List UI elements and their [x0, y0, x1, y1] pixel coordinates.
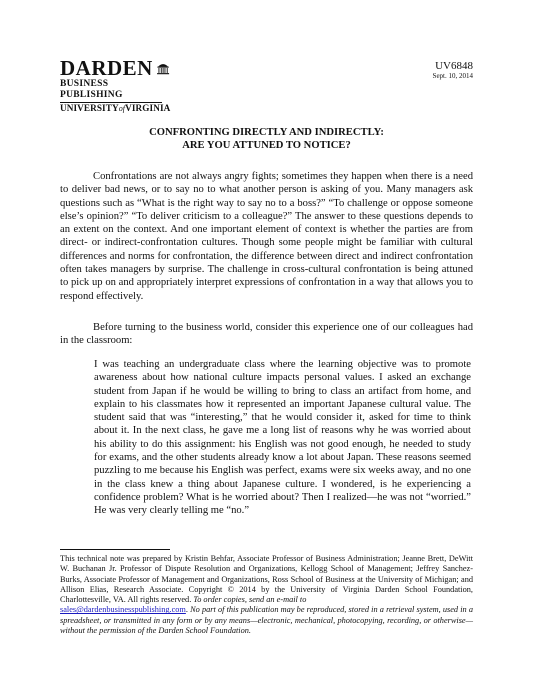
logo-uva-pre: UNIVERSITY [60, 103, 119, 113]
logo-uva-post: VIRGINIA [125, 103, 171, 113]
case-code: UV6848 [435, 60, 473, 72]
order-instructions: To order copies, send an e-mail to [193, 595, 307, 605]
darden-logo [60, 58, 170, 114]
logo-uva-of: of [118, 104, 126, 113]
rotunda-icon [156, 58, 170, 78]
logo-business-publishing: BUSINESS PUBLISHING [60, 79, 123, 100]
footnote: This technical note was prepared by Kristin Behfar, Associate Professor of Business Administration; Jeanne Brett, DeWitt W. Buchanan Jr. Professor of Dispute Resolution and Organizations, Kellogg School of Management; Jeffrey Sanchez-Burks, Associate Professor of Management and Organizations, Ross School of Business at the University of Michigan; and Allison Elias, Research Associate. Copyright © 2014 by the University of Virginia Darden School Foundation, Charlottesville, VA. All rights reserved. To order copies, send an e-mail to sales@dardenbusinesspublishing.com. No part of this publication may be reproduced, stored in a retrieval system, used in a spreadsheet, or transmitted in any form or by any means—electronic, mechanical, photocopying, recording, or otherwise—without the permission of the Darden School Foundation. [60, 554, 473, 636]
block-quote: I was teaching an undergraduate class where the learning objective was to promote awareness about how national culture impacts personal values. I asked an exchange student from Japan if he would be willing to bring to class an artifact from home, and explain to his classmates how it represented an important Japanese cultural value. The student said that was “interesting,” that he would consider it, asked for time to think about it. In the next class, he gave me a long list of reasons why he was worried about his ability to do this assignment: his English was not good enough, he needed to study for exams, and the other students already know a lot about Japan. These reasons seemed puzzling to me because his English was perfect, exams were six weeks away, and no one in the class knew a thing about Japanese culture. I wondered, is he experiencing a confidence problem? What is he worried about? Then I realized—he was not “worried.” He was very clearly telling me “no.” [94, 359, 471, 517]
logo-darden-text: DARDEN [60, 56, 153, 80]
footnote-text: This technical note was prepared by Kristin Behfar, Associate Professor of Business Administration; Jeanne Brett, DeWitt W. Buchanan Jr. Professor of Dispute Resolution and Organizations, Kellogg School of Management; Jeffrey Sanchez-Burks, Associate Professor of Management and Organizations, Ross School of Business at the University of Michigan; and Allison Elias, Research Associate. Copyright © 2014 by the University of Virginia Darden School Foundation, Charlottesville, VA. All rights reserved. [60, 554, 473, 605]
title-line-2: ARE YOU ATTUNED TO NOTICE? [182, 140, 351, 151]
rights-notice: No part of this publication may be reproduced, stored in a retrieval system, used in a spreadsheet, or transmitted in any form or by any means—electronic, mechanical, photocopying, recording, or otherwise—without the permission of the Darden School Foundation. [60, 605, 473, 636]
body-paragraph-1: Confrontations are not always angry fights; sometimes they happen when there is a need to deliver bad news, or to say no to what another person is asking of you. Many managers ask questions such as “What is the right way to say no to a boss?” “To challenge or oppose someone else’s opinion?” “To deliver criticism to a colleague?” The answer to these questions depends to an extent on the context. And one important element of context is whether the parties are from direct- or indirect-confrontation cultures. Though some people might be familiar with cultural differences and norms for confrontation, the difference between direct and indirect confrontation often takes managers by surprise. The challenge in cross-cultural confrontation is being attuned to pick up on and appropriately interpret expressions of confrontation in a way that allows you to respond effectively. [60, 171, 473, 302]
document-title [60, 126, 473, 152]
logo-university-of-virginia [60, 103, 170, 114]
logo-top-row [60, 58, 170, 78]
case-identifier [433, 60, 473, 81]
footnote-rule [60, 549, 170, 550]
case-date: Sept. 10, 2014 [432, 72, 473, 80]
title-line-1: CONFRONTING DIRECTLY AND INDIRECTLY: [149, 127, 384, 138]
body-paragraph-2: Before turning to the business world, consider this experience one of our colleagues had in the classroom: [60, 322, 473, 347]
sales-email-link[interactable]: sales@dardenbusinesspublishing.com [60, 605, 186, 615]
